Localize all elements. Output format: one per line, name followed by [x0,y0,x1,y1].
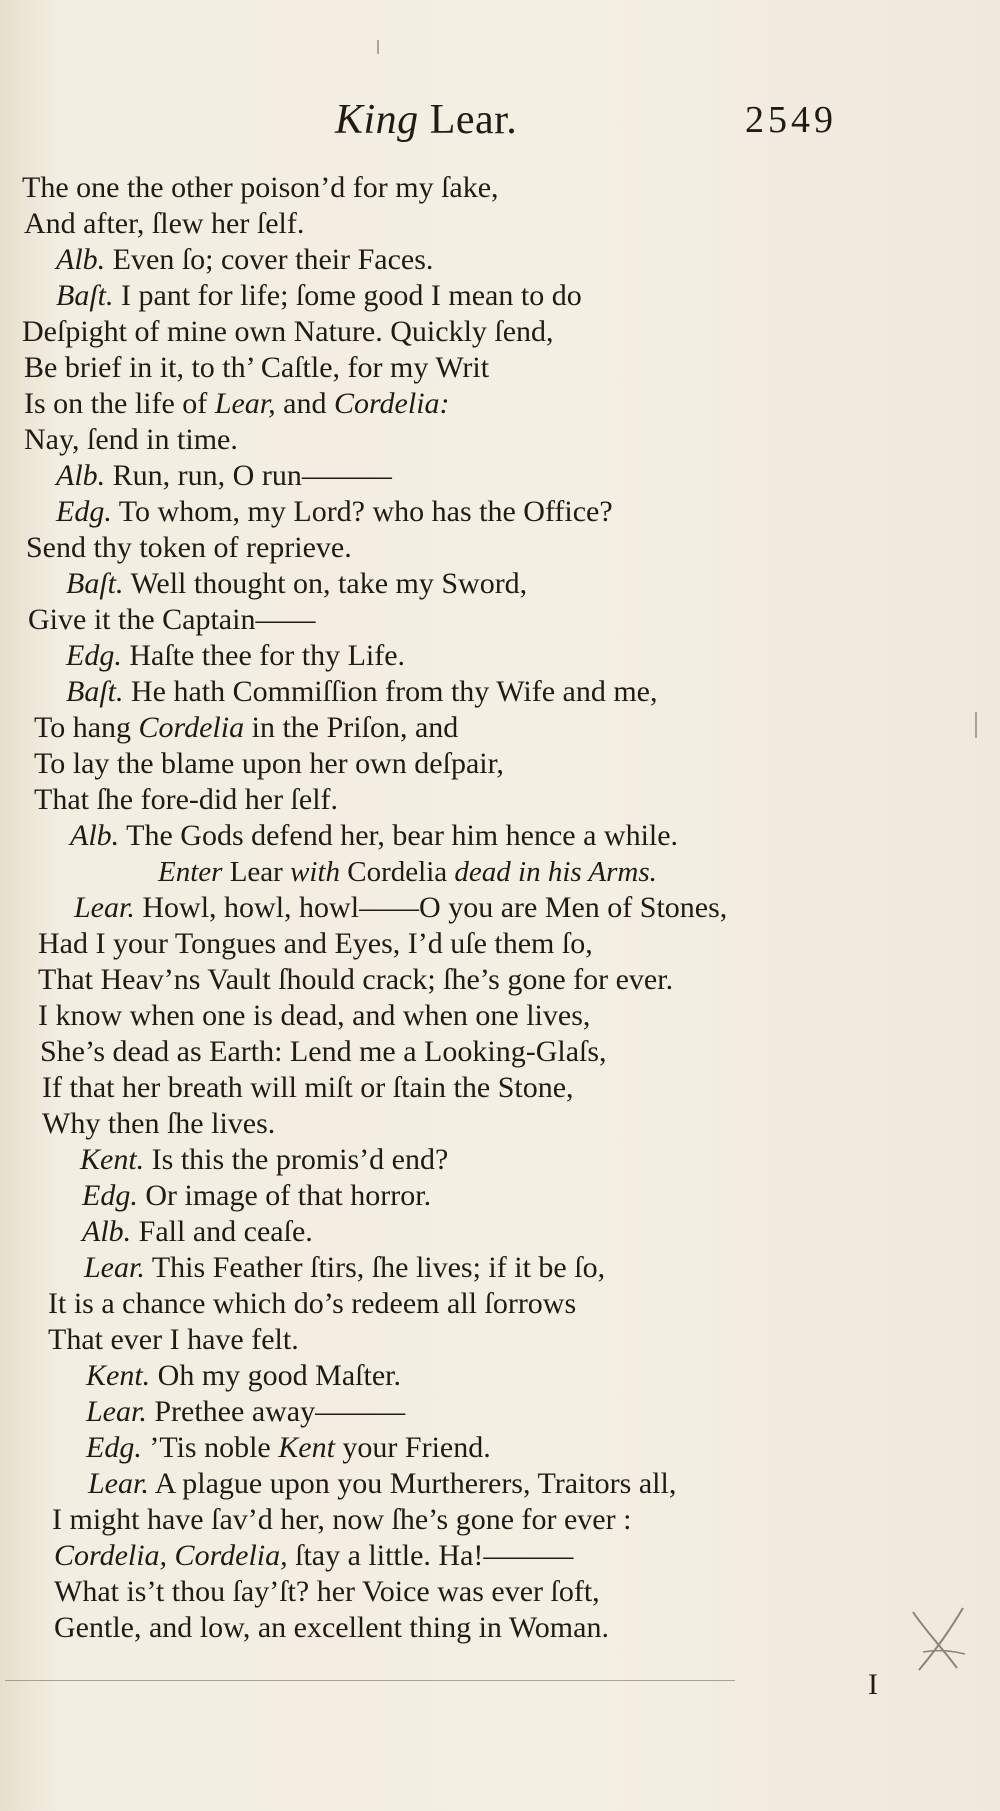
verse-line: Why then ſhe lives. [42,1107,276,1140]
speaker-name: Lear. [86,1395,147,1428]
speech-line: Kent. Oh my good Maſter. [86,1359,401,1392]
speech-line: Alb. Run, run, O run——— [56,459,392,492]
speaker-name: Edg. [66,639,122,672]
verse-line: And after, ſlew her ſelf. [24,207,305,240]
speaker-name: Alb. [82,1215,132,1248]
speech-line: Alb. Fall and ceaſe. [82,1215,313,1248]
verse-line: She’s dead as Earth: Lend me a Looking-Glaſs, [40,1035,607,1068]
speaker-name: Baſt. [66,567,124,600]
speaker-name: Alb. [56,243,106,276]
verse-line: Cordelia, Cordelia, ſtay a little. Ha!——— [54,1539,574,1572]
verse-line: I know when one is dead, and when one lives, [38,999,591,1032]
verse-line: Gentle, and low, an excellent thing in Woman. [54,1611,609,1644]
verse-line: Deſpight of mine own Nature. Quickly ſend, [22,315,554,348]
speaker-name: Lear. [74,891,135,924]
verse-line: That ſhe fore-did her ſelf. [34,783,339,816]
speech-line: Alb. The Gods defend her, bear him hence a while. [70,819,679,852]
stage-direction: Enter Lear with Cordelia dead in his Arms. [158,856,657,888]
page-header [0,96,1000,156]
speech-line: Lear. A plague upon you Murtherers, Traitors all, [88,1467,677,1500]
edge-mark [975,712,977,738]
verse-line: Is on the life of Lear, and Cordelia: [24,387,450,420]
speaker-name: Kent. [86,1359,151,1392]
verse-line: I might have ſav’d her, now ſhe’s gone for ever : [52,1503,632,1536]
verse-line: Had I your Tongues and Eyes, I’d uſe them ſo, [38,927,593,960]
verse-line: What is’t thou ſay’ſt? her Voice was ever ſoft, [54,1575,600,1608]
speech-line: Alb. Even ſo; cover their Faces. [56,243,434,276]
verse-line: To hang Cordelia in the Priſon, and [34,711,459,744]
verse-line: Give it the Captain—— [28,603,316,636]
verse-line: That Heav’ns Vault ſhould crack; ſhe’s gone for ever. [38,963,674,996]
speech-line: Edg. Haſte thee for thy Life. [66,639,406,672]
speaker-name: Edg. [56,495,112,528]
speaker-name: Lear. [88,1467,149,1500]
speech-line: Lear. This Feather ſtirs, ſhe lives; if it be ſo, [84,1251,606,1284]
bottom-rule [5,1680,735,1681]
verse-line: Send thy token of reprieve. [26,531,352,564]
verse-line: That ever I have felt. [48,1323,299,1356]
speech-line: Baſt. I pant for life; ſome good I mean to do [56,279,582,312]
speaker-name: Alb. [70,819,120,852]
verse-line: Nay, ſend in time. [24,423,238,456]
speaker-name: Edg. [86,1431,142,1464]
speech-line: Baſt. Well thought on, take my Sword, [66,567,528,600]
running-title-word-2: Lear. [429,97,518,143]
speaker-name: Kent. [80,1143,145,1176]
running-title-word-1: King [335,97,419,143]
margin-x-mark-icon [905,1600,975,1680]
speech-line: Edg. ’Tis noble Kent your Friend. [86,1431,491,1464]
verse-line: It is a chance which do’s redeem all ſorrows [48,1287,577,1320]
speaker-name: Baſt. [56,279,114,312]
speaker-name: Edg. [82,1179,138,1212]
speech-line: Edg. Or image of that horror. [82,1179,432,1212]
catchword: I [868,1668,878,1701]
edge-mark [377,40,379,54]
verse-line: To lay the blame upon her own deſpair, [34,747,504,780]
verse-line: Be brief in it, to th’ Caſtle, for my Writ [24,351,490,384]
verse-line: If that her breath will miſt or ſtain the Stone, [42,1071,574,1104]
speaker-name: Baſt. [66,675,124,708]
speech-line: Kent. Is this the promis’d end? [80,1143,449,1176]
speech-line: Lear. Howl, howl, howl——O you are Men of Stones, [74,891,728,924]
verse-line: The one the other poison’d for my ſake, [22,171,499,204]
page-number: 2549 [745,99,837,141]
running-title [335,96,517,144]
speech-line: Lear. Prethee away——— [86,1395,406,1428]
speaker-name: Lear. [84,1251,145,1284]
speech-line: Edg. To whom, my Lord? who has the Office? [56,495,613,528]
speaker-name: Alb. [56,459,106,492]
speech-line: Baſt. He hath Commiſſion from thy Wife and me, [66,675,658,708]
